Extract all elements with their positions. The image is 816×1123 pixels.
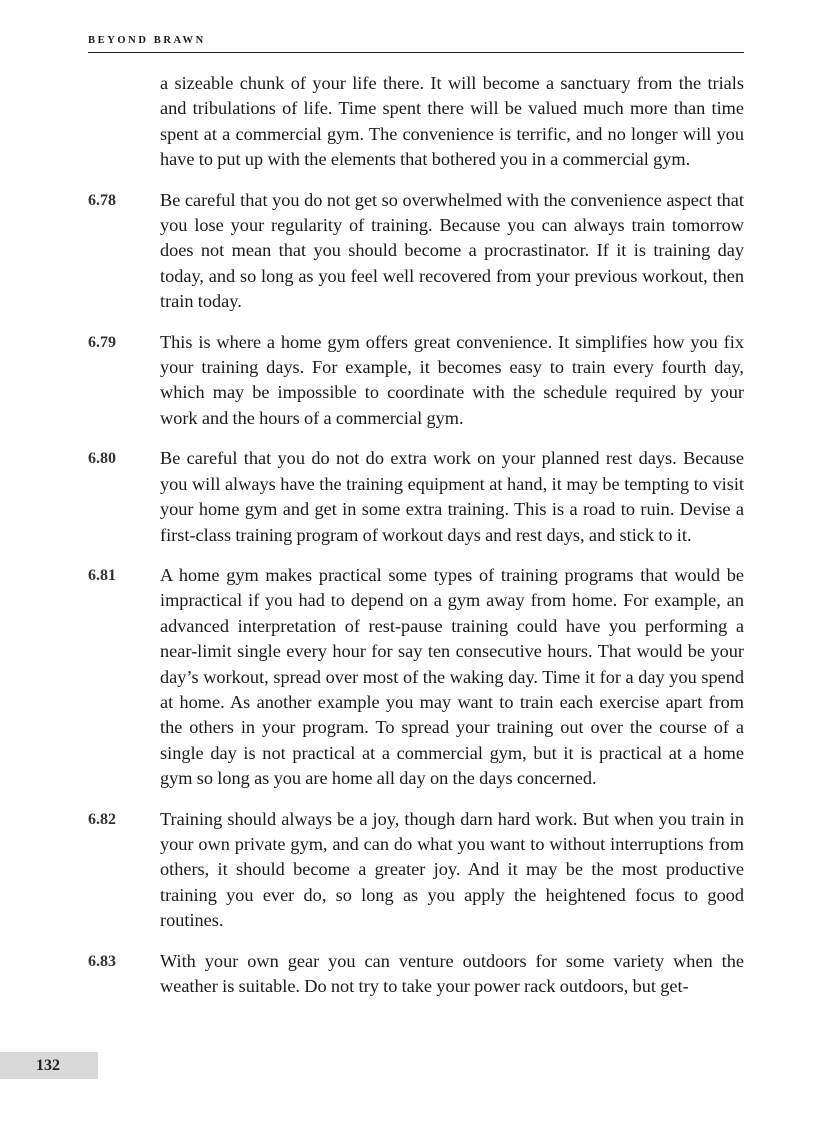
paragraph xyxy=(88,71,744,173)
paragraph-number: 6.80 xyxy=(88,450,116,468)
paragraph-text: Training should always be a joy, though darn hard work. But when you train in your own private gym, and can do what you want to without interruptions from others, it should become a greater joy. And it may be the most productive training you ever do, so long as you apply the heightened focus to good routines. xyxy=(160,808,744,931)
paragraph xyxy=(88,949,744,1000)
paragraph-text: Be careful that you do not get so overwhelmed with the convenience aspect that you lose your regularity of training. Because you can always train tomorrow does not mean that you should become a procrastinator. If it is training day today, and so long as you feel well recovered from your previous workout, then train today. xyxy=(160,189,744,312)
paragraph-text: A home gym makes practical some types of training programs that would be impractical if you had to depend on a gym away from home. For example, an advanced interpretation of rest-pause training could have you performing a near-limit single every hour for say ten consecutive hours. That would be your day’s workout, spread over most of the waking day. Time it for a day you spend at home. As another example you may want to train each exercise apart from the others in your program. To spread your training out over the course of a single day is not practical at a commercial gym, but it is practical at a home gym so long as you are home all day on the days concerned. xyxy=(160,564,744,789)
paragraph-text: This is where a home gym offers great convenience. It simplifies how you fix your training days. For example, it becomes easy to train every fourth day, which may be impossible to coordinate with the schedule required by your work and the hours of a commercial gym. xyxy=(160,331,744,428)
running-title: BEYOND BRAWN xyxy=(88,35,206,46)
paragraph-text: With your own gear you can venture outdoors for some variety when the weather is suitable. Do not try to take your power rack outdoors, but get- xyxy=(160,950,744,996)
page-number: 132 xyxy=(36,1057,60,1074)
running-head xyxy=(88,34,744,53)
paragraph-number: 6.78 xyxy=(88,191,116,209)
paragraph-text: Be careful that you do not do extra work on your planned rest days. Because you will always have the training equipment at hand, it may be tempting to visit your home gym and get in some extra training. This is a road to ruin. Devise a first-class training program of workout days and rest days, and stick to it. xyxy=(160,448,744,545)
paragraph-number: 6.83 xyxy=(88,952,116,970)
paragraph-number: 6.79 xyxy=(88,333,116,351)
paragraph-number: 6.81 xyxy=(88,566,116,584)
paragraph-text: a sizeable chunk of your life there. It will become a sanctuary from the trials and tribulations of life. Time spent there will be valued much more than time spent at a commercial gym. The convenience is terrific, and no longer will you have to put up with the elements that bothered you in a commercial gym. xyxy=(160,73,744,170)
paragraph-number: 6.82 xyxy=(88,810,116,828)
paragraph xyxy=(88,330,744,432)
page-body xyxy=(88,71,744,1014)
page-number-tab xyxy=(0,1052,98,1079)
paragraph xyxy=(88,807,744,934)
paragraph xyxy=(88,563,744,792)
paragraph xyxy=(88,188,744,315)
paragraph-number xyxy=(88,71,160,173)
paragraph xyxy=(88,446,744,548)
